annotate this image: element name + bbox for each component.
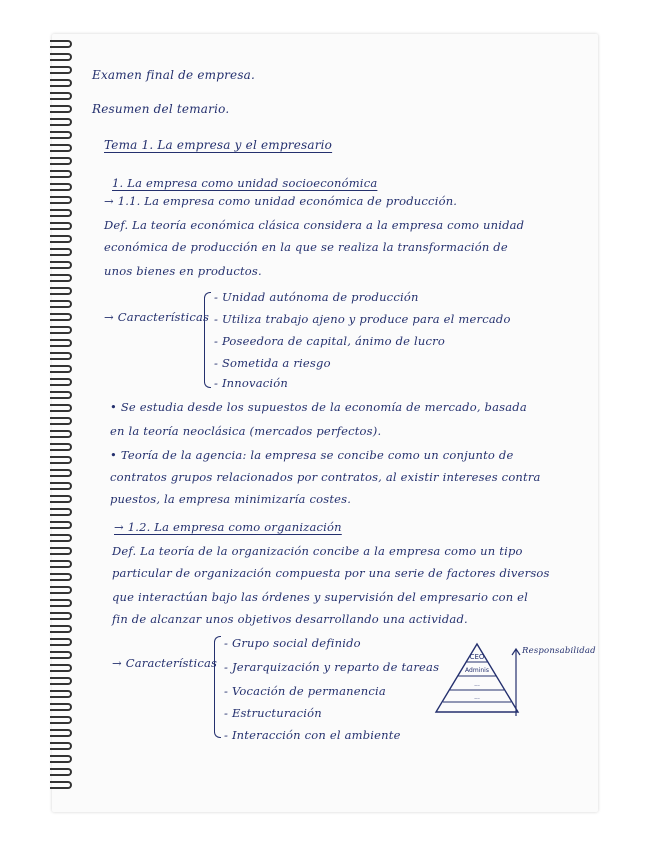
pyramid-top-label: CEO: [469, 653, 485, 661]
bullet-line: contratos grupos relacionados por contratos, al existir intereses contra: [110, 470, 541, 484]
definition-line: particular de organización compuesta por una serie de factores diversos: [112, 566, 550, 580]
bullet-line: en la teoría neoclásica (mercados perfectos).: [110, 424, 382, 438]
characteristic-item: - Jerarquización y reparto de tareas: [224, 660, 440, 674]
spiral-coil: [50, 144, 72, 152]
spiral-coil: [50, 716, 72, 724]
responsibility-label: Responsabilidad: [522, 646, 596, 656]
spiral-coil: [50, 677, 72, 685]
characteristic-item: - Utiliza trabajo ajeno y produce para el mercado: [214, 312, 511, 326]
spiral-coil: [50, 261, 72, 269]
pyramid-second-label: Adminis: [465, 667, 489, 674]
characteristic-item: - Vocación de permanencia: [224, 684, 386, 698]
definition-line: Def. La teoría de la organización concibe a la empresa como un tipo: [112, 544, 523, 558]
spiral-coil: [50, 92, 72, 100]
spiral-coil: [50, 196, 72, 204]
spiral-coil: [50, 248, 72, 256]
spiral-coil: [50, 53, 72, 61]
responsibility-arrow: [510, 646, 522, 718]
characteristic-item: - Estructuración: [224, 706, 322, 720]
spiral-coil: [50, 521, 72, 529]
characteristics-label: → Características: [112, 656, 218, 670]
spiral-coil: [50, 586, 72, 594]
bullet-line: • Se estudia desde los supuestos de la economía de mercado, basada: [110, 400, 527, 414]
definition-line: unos bienes en productos.: [104, 264, 262, 278]
spiral-coil: [50, 781, 72, 789]
spiral-coil: [50, 482, 72, 490]
spiral-coil: [50, 118, 72, 126]
spiral-coil: [50, 404, 72, 412]
spiral-binding: [50, 40, 74, 800]
header-title: Examen final de empresa.: [92, 68, 256, 82]
spiral-coil: [50, 378, 72, 386]
spiral-coil: [50, 209, 72, 217]
spiral-coil: [50, 508, 72, 516]
characteristic-item: - Poseedora de capital, ánimo de lucro: [214, 334, 445, 348]
spiral-coil: [50, 40, 72, 48]
spiral-coil: [50, 573, 72, 581]
spiral-coil: [50, 391, 72, 399]
spiral-coil: [50, 235, 72, 243]
characteristic-item: - Unidad autónoma de producción: [214, 290, 419, 304]
characteristic-item: - Innovación: [214, 376, 289, 390]
spiral-coil: [50, 469, 72, 477]
spiral-coil: [50, 131, 72, 139]
spiral-coil: [50, 300, 72, 308]
subsection-1-1-title: → 1.1. La empresa como unidad económica de producción.: [104, 194, 458, 208]
spiral-coil: [50, 430, 72, 438]
spiral-coil: [50, 352, 72, 360]
spiral-coil: [50, 105, 72, 113]
section1-title: 1. La empresa como unidad socioeconómica: [112, 176, 378, 190]
definition-line: que interactúan bajo las órdenes y supervisión del empresario con el: [112, 590, 529, 604]
spiral-coil: [50, 79, 72, 87]
spiral-coil: [50, 66, 72, 74]
brace: [204, 292, 211, 388]
spiral-coil: [50, 560, 72, 568]
characteristic-item: - Sometida a riesgo: [214, 356, 331, 370]
spiral-coil: [50, 651, 72, 659]
spiral-coil: [50, 638, 72, 646]
spiral-coil: [50, 365, 72, 373]
spiral-coil: [50, 534, 72, 542]
spiral-coil: [50, 170, 72, 178]
spiral-coil: [50, 768, 72, 776]
spiral-coil: [50, 664, 72, 672]
header-subtitle: Resumen del temario.: [92, 102, 230, 116]
characteristics-label: → Características: [104, 310, 210, 324]
spiral-coil: [50, 690, 72, 698]
spiral-coil: [50, 443, 72, 451]
spiral-coil: [50, 287, 72, 295]
spiral-coil: [50, 157, 72, 165]
spiral-coil: [50, 742, 72, 750]
definition-line: Def. La teoría económica clásica considera a la empresa como unidad: [104, 218, 525, 232]
subsection-1-2-title: → 1.2. La empresa como organización: [114, 520, 342, 534]
spiral-coil: [50, 625, 72, 633]
spiral-coil: [50, 456, 72, 464]
hierarchy-pyramid: [432, 640, 522, 718]
bullet-line: • Teoría de la agencia: la empresa se concibe como un conjunto de: [110, 448, 514, 462]
spiral-coil: [50, 313, 72, 321]
spiral-coil: [50, 274, 72, 282]
tema-title: Tema 1. La empresa y el empresario: [104, 138, 333, 152]
spiral-coil: [50, 729, 72, 737]
pyramid-third-label: ...: [474, 681, 480, 688]
spiral-coil: [50, 183, 72, 191]
spiral-coil: [50, 495, 72, 503]
spiral-coil: [50, 417, 72, 425]
spiral-coil: [50, 326, 72, 334]
characteristic-item: - Grupo social definido: [224, 636, 361, 650]
spiral-coil: [50, 222, 72, 230]
spiral-coil: [50, 599, 72, 607]
spiral-coil: [50, 755, 72, 763]
definition-line: económica de producción en la que se realiza la transformación de: [104, 240, 508, 254]
spiral-coil: [50, 703, 72, 711]
characteristic-item: - Interacción con el ambiente: [224, 728, 401, 742]
pyramid-bottom-label: ...: [474, 694, 480, 701]
definition-line: fin de alcanzar unos objetivos desarrollando una actividad.: [112, 612, 468, 626]
spiral-coil: [50, 339, 72, 347]
spiral-coil: [50, 612, 72, 620]
bullet-line: puestos, la empresa minimizaría costes.: [110, 492, 352, 506]
brace: [214, 636, 221, 738]
spiral-coil: [50, 547, 72, 555]
